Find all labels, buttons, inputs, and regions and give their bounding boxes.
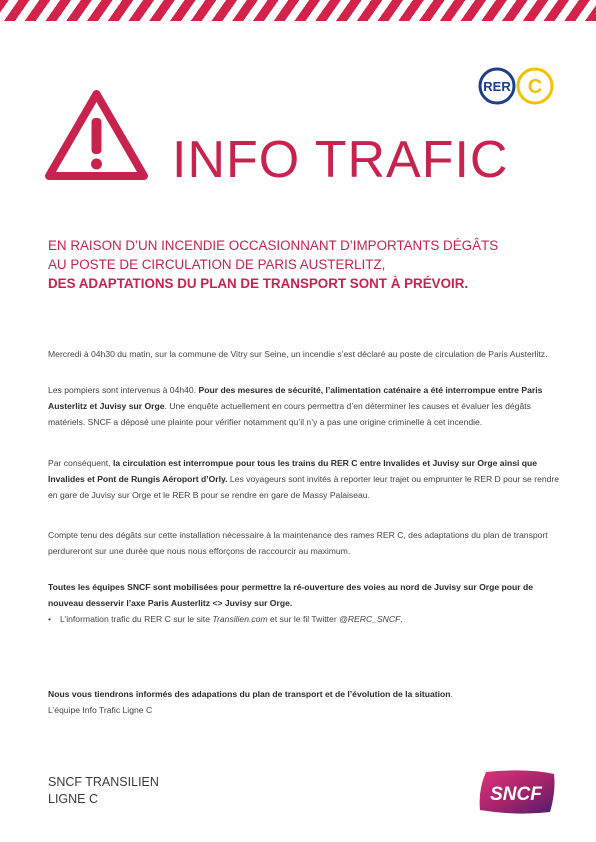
header-stripes	[0, 0, 596, 21]
rer-c-logo	[478, 67, 554, 105]
paragraph-2-rest: . Une enquête actuellement en cours permettra d’en déterminer les causes et évaluer les dégâts matériels. SNCF a déposé une plainte pour vérifier notamment qu’il n’y a pas une origine criminelle à cet incendie.	[48, 401, 531, 427]
sncf-logo-text: SNCF	[490, 784, 542, 805]
paragraph-3	[48, 455, 560, 503]
bullet-text-3: .	[400, 614, 403, 624]
transilien-link[interactable]: Transilien.com	[212, 614, 268, 624]
page-title: INFO TRAFIC	[172, 131, 509, 189]
paragraph-3-rest: Les voyageurs sont invités à reporter leur trajet ou emprunter le RER D pour se rendre en gare de Juvisy sur Orge et le RER B pour se rendre en gare de Massy Palaiseau.	[48, 474, 560, 500]
signature-team: L’équipe Info Trafic Ligne C	[48, 705, 153, 715]
headline	[48, 236, 568, 293]
footer-line-1: SNCF TRANSILIEN	[48, 775, 159, 789]
bullet-text-2: et sur le fil Twitter	[267, 614, 340, 624]
warning-icon	[44, 88, 149, 182]
footer-line-2: LIGNE C	[48, 792, 99, 806]
paragraph-6-end: .	[450, 689, 453, 699]
paragraph-6	[48, 686, 560, 718]
bullet-text-1: L’information trafic du RER C sur le site	[60, 614, 213, 624]
twitter-handle-link[interactable]: @RERC_SNCF	[339, 614, 401, 624]
paragraph-3-bold: la circulation est interrompue pour tous les trains du RER C entre Invalides et Juvisy sur Orge ainsi que Invalides et Pont de Rungis Aéroport d’Orly.	[48, 458, 538, 484]
paragraph-2-intro: Les pompiers sont intervenus à 04h40.	[48, 385, 199, 395]
headline-line-2: AU POSTE DE CIRCULATION DE PARIS AUSTERLITZ,	[48, 257, 386, 272]
paragraph-1: Mercredi à 04h30 du matin, sur la commune de Vitry sur Seine, un incendie s’est déclaré au poste de circulation de Paris Austerlitz.	[48, 349, 548, 359]
rer-logo-text: RER	[483, 79, 511, 94]
paragraph-3-intro: Par conséquent,	[48, 458, 113, 468]
headline-line-3: DES ADAPTATIONS DU PLAN DE TRANSPORT SONT À PRÉVOIR.	[48, 276, 469, 291]
line-c-logo-text: C	[527, 76, 543, 98]
paragraph-2-bold: Pour des mesures de sécurité, l’alimentation caténaire a été interrompue entre Paris Austerlitz et Juvisy sur Orge	[48, 385, 543, 411]
paragraph-2	[48, 382, 560, 430]
paragraph-5	[48, 579, 560, 627]
footer-signature	[48, 774, 159, 808]
paragraph-5-bold: Toutes les équipes SNCF sont mobilisées pour permettre la ré-ouverture des voies au nord de Juvisy sur Orge pour de nouveau desservir l’axe Paris Austerlitz <> Juvisy sur Orge.	[48, 582, 534, 608]
paragraph-6-bold: Nous vous tiendrons informés des adapations du plan de transport et de l’évolution de la situation	[48, 689, 451, 699]
paragraph-4: Compte tenu des dégâts sur cette installation nécessaire à la maintenance des rames RER C, des adaptations du plan de transport perdureront sur une durée que nous nous efforçons de raccourcir au maximum.	[48, 530, 548, 556]
info-bullet	[48, 611, 560, 627]
sncf-logo	[476, 768, 558, 816]
headline-line-1: EN RAISON D’UN INCENDIE OCCASIONNANT D’IMPORTANTS DÉGÂTS	[48, 238, 499, 253]
